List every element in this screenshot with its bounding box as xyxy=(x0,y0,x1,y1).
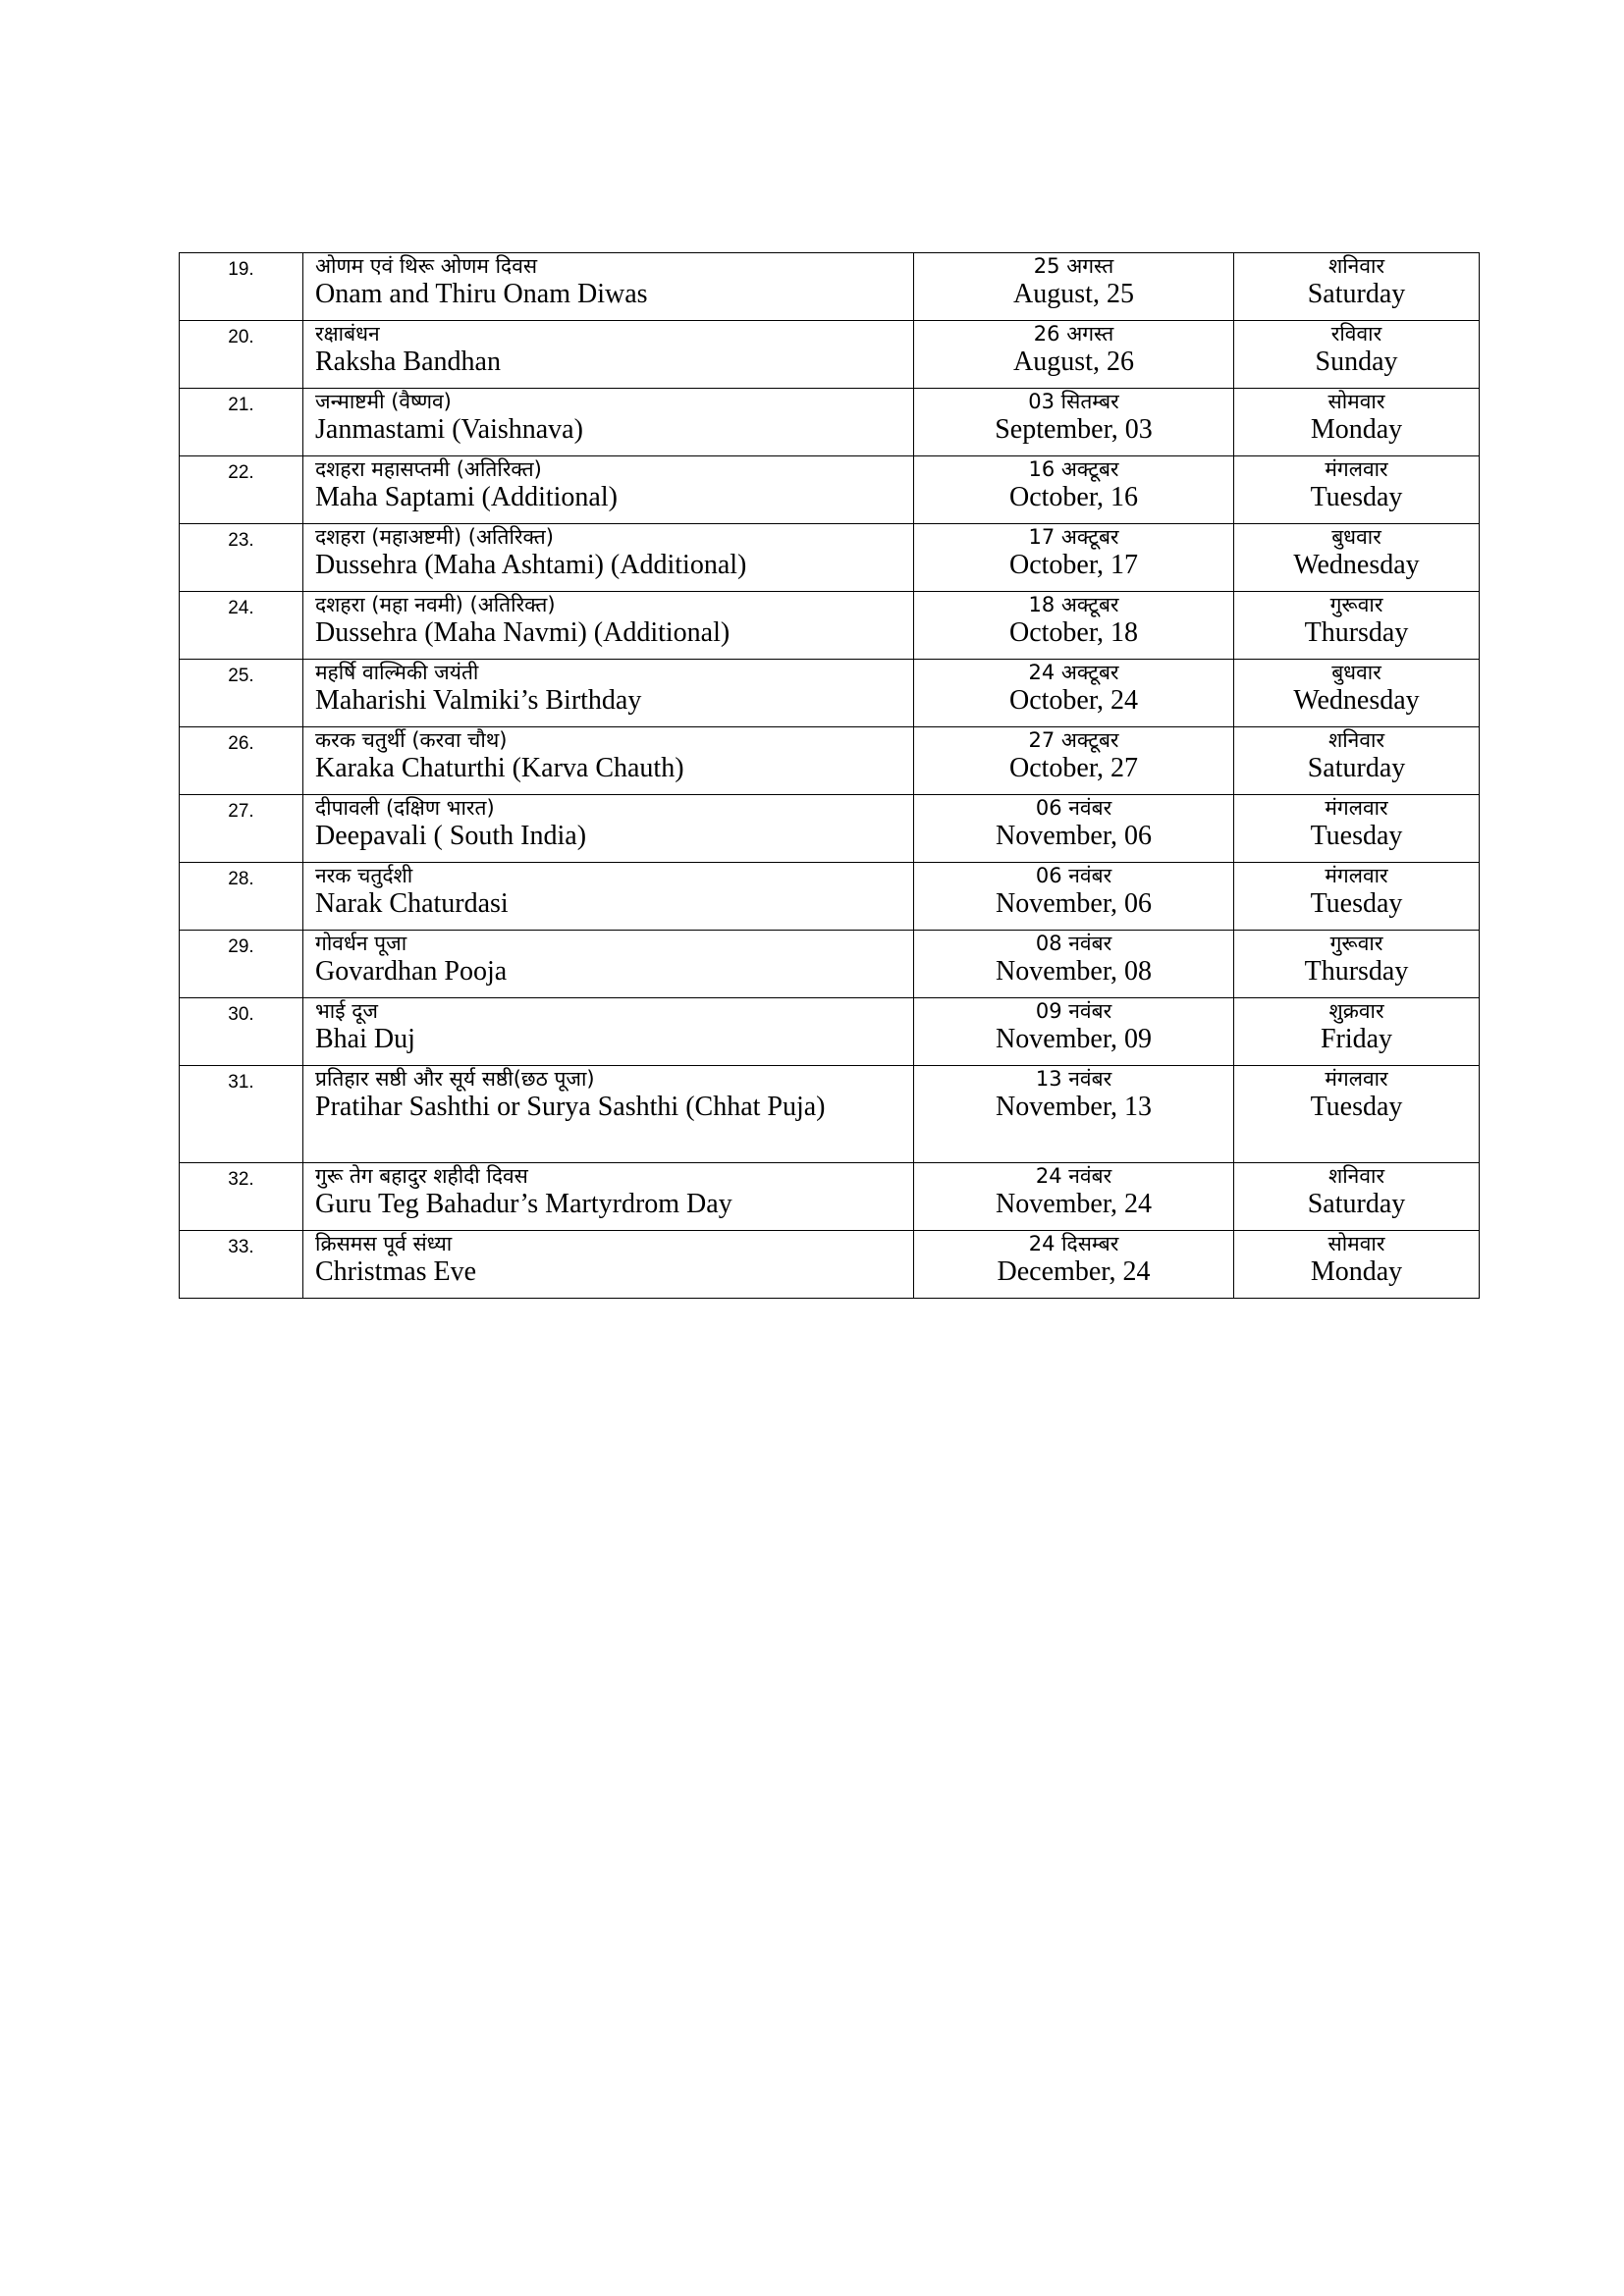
day-hindi: शनिवार xyxy=(1327,1164,1385,1188)
serial-number: 19. xyxy=(180,253,303,321)
date-cell xyxy=(914,592,1234,660)
table-row xyxy=(180,931,1480,998)
holiday-name-hindi: नरक चतुर्दशी xyxy=(315,864,413,887)
day-cell xyxy=(1234,456,1480,524)
date-hindi: 06 नवंबर xyxy=(1035,864,1112,887)
day-cell xyxy=(1234,1231,1480,1299)
day-hindi: सोमवार xyxy=(1327,390,1385,413)
day-hindi: बुधवार xyxy=(1331,525,1381,549)
date-hindi: 24 दिसम्बर xyxy=(1028,1232,1119,1255)
holiday-name-english: Karaka Chaturthi (Karva Chauth) xyxy=(315,753,684,783)
holiday-name-hindi: ओणम एवं थिरू ओणम दिवस xyxy=(315,254,538,278)
holiday-name-english: Maharishi Valmiki’s Birthday xyxy=(315,685,642,716)
date-hindi: 09 नवंबर xyxy=(1035,999,1112,1023)
table-row xyxy=(180,253,1480,321)
holiday-name-english: Bhai Duj xyxy=(315,1024,415,1054)
holiday-name-hindi: भाई दूज xyxy=(315,999,378,1023)
day-english: Sunday xyxy=(1315,347,1398,377)
holiday-name-hindi: गुरू तेग बहादुर शहीदी दिवस xyxy=(315,1164,528,1188)
holiday-name-hindi: दशहरा (महाअष्टमी) (अतिरिक्त) xyxy=(315,525,554,549)
day-english: Tuesday xyxy=(1310,821,1403,851)
day-english: Friday xyxy=(1320,1024,1393,1054)
holiday-name-english: Dussehra (Maha Ashtami) (Additional) xyxy=(315,550,747,580)
day-english: Thursday xyxy=(1304,617,1409,648)
table-row xyxy=(180,524,1480,592)
date-cell xyxy=(914,1163,1234,1231)
holiday-name-hindi: रक्षाबंधन xyxy=(315,322,380,346)
date-hindi: 24 अक्टूबर xyxy=(1028,661,1119,684)
date-hindi: 25 अगस्त xyxy=(1033,254,1114,278)
date-hindi: 13 नवंबर xyxy=(1035,1067,1112,1091)
holiday-name-english: Narak Chaturdasi xyxy=(315,888,509,919)
date-english: November, 24 xyxy=(995,1189,1153,1219)
table-row xyxy=(180,1066,1480,1163)
date-hindi: 18 अक्टूबर xyxy=(1028,593,1119,616)
date-cell xyxy=(914,456,1234,524)
serial-number: 21. xyxy=(180,389,303,456)
day-hindi: शनिवार xyxy=(1327,728,1385,752)
table-row xyxy=(180,321,1480,389)
table-row xyxy=(180,727,1480,795)
holiday-name-english: Guru Teg Bahadur’s Martyrdrom Day xyxy=(315,1189,732,1219)
holiday-name-english: Onam and Thiru Onam Diwas xyxy=(315,279,648,309)
date-english: October, 16 xyxy=(1008,482,1139,512)
date-english: November, 09 xyxy=(995,1024,1153,1054)
day-english: Tuesday xyxy=(1310,888,1403,919)
holiday-name-cell xyxy=(303,863,914,931)
holiday-name-cell xyxy=(303,660,914,727)
holiday-name-cell xyxy=(303,456,914,524)
holiday-name-english: Raksha Bandhan xyxy=(315,347,501,377)
date-english: December, 24 xyxy=(997,1256,1151,1287)
date-cell xyxy=(914,524,1234,592)
day-cell xyxy=(1234,1163,1480,1231)
date-cell xyxy=(914,1066,1234,1163)
serial-number: 32. xyxy=(180,1163,303,1231)
holiday-name-cell xyxy=(303,998,914,1066)
holiday-name-english: Pratihar Sashthi or Surya Sashthi (Chhat Puja) xyxy=(315,1092,826,1122)
date-english: October, 27 xyxy=(1008,753,1139,783)
date-english: October, 18 xyxy=(1008,617,1139,648)
date-hindi: 08 नवंबर xyxy=(1035,932,1112,955)
day-hindi: शनिवार xyxy=(1327,254,1385,278)
table-row xyxy=(180,1163,1480,1231)
date-hindi: 27 अक्टूबर xyxy=(1028,728,1119,752)
table-row xyxy=(180,660,1480,727)
date-english: November, 06 xyxy=(995,821,1153,851)
holiday-name-cell xyxy=(303,931,914,998)
serial-number: 27. xyxy=(180,795,303,863)
serial-number: 20. xyxy=(180,321,303,389)
day-hindi: मंगलवार xyxy=(1325,796,1388,820)
date-cell xyxy=(914,998,1234,1066)
table-row xyxy=(180,1231,1480,1299)
holiday-name-cell xyxy=(303,253,914,321)
table-row xyxy=(180,998,1480,1066)
day-cell xyxy=(1234,321,1480,389)
day-cell xyxy=(1234,592,1480,660)
date-cell xyxy=(914,660,1234,727)
holiday-name-cell xyxy=(303,524,914,592)
serial-number: 28. xyxy=(180,863,303,931)
day-hindi: गुरूवार xyxy=(1329,593,1383,616)
day-cell xyxy=(1234,660,1480,727)
serial-number: 22. xyxy=(180,456,303,524)
holiday-name-cell xyxy=(303,727,914,795)
holiday-name-hindi: क्रिसमस पूर्व संध्या xyxy=(315,1232,453,1255)
serial-number: 31. xyxy=(180,1066,303,1163)
holiday-name-cell xyxy=(303,1066,914,1163)
date-english: November, 13 xyxy=(995,1092,1153,1122)
date-cell xyxy=(914,931,1234,998)
holiday-name-hindi: गोवर्धन पूजा xyxy=(315,932,407,955)
date-english: August, 26 xyxy=(1013,347,1134,377)
date-cell xyxy=(914,253,1234,321)
day-english: Saturday xyxy=(1307,1189,1406,1219)
table-row xyxy=(180,863,1480,931)
holiday-name-cell xyxy=(303,592,914,660)
day-english: Thursday xyxy=(1304,956,1409,987)
holiday-name-hindi: दीपावली (दक्षिण भारत) xyxy=(315,796,495,820)
day-english: Saturday xyxy=(1307,753,1406,783)
day-hindi: मंगलवार xyxy=(1325,457,1388,481)
day-cell xyxy=(1234,727,1480,795)
table-row xyxy=(180,795,1480,863)
date-english: September, 03 xyxy=(995,414,1153,445)
date-hindi: 16 अक्टूबर xyxy=(1028,457,1119,481)
holiday-name-english: Janmastami (Vaishnava) xyxy=(315,414,583,445)
day-english: Tuesday xyxy=(1310,1092,1403,1122)
day-cell xyxy=(1234,253,1480,321)
holiday-name-cell xyxy=(303,795,914,863)
date-cell xyxy=(914,795,1234,863)
day-english: Saturday xyxy=(1307,279,1406,309)
day-cell xyxy=(1234,863,1480,931)
holiday-name-cell xyxy=(303,1231,914,1299)
day-english: Wednesday xyxy=(1293,550,1420,580)
day-english: Wednesday xyxy=(1293,685,1420,716)
day-cell xyxy=(1234,1066,1480,1163)
holiday-name-hindi: करक चतुर्थी (करवा चौथ) xyxy=(315,728,508,752)
day-hindi: मंगलवार xyxy=(1325,864,1388,887)
date-hindi: 24 नवंबर xyxy=(1035,1164,1112,1188)
day-english: Tuesday xyxy=(1310,482,1403,512)
date-hindi: 06 नवंबर xyxy=(1035,796,1112,820)
day-cell xyxy=(1234,998,1480,1066)
day-hindi: बुधवार xyxy=(1331,661,1381,684)
day-english: Monday xyxy=(1310,414,1403,445)
holiday-table xyxy=(179,252,1480,1299)
holiday-name-hindi: प्रतिहार सष्ठी और सूर्य सष्ठी(छठ पूजा) xyxy=(315,1067,595,1091)
date-hindi: 03 सितम्बर xyxy=(1028,390,1119,413)
date-english: November, 08 xyxy=(995,956,1153,987)
day-cell xyxy=(1234,795,1480,863)
date-english: November, 06 xyxy=(995,888,1153,919)
holiday-name-hindi: दशहरा (महा नवमी) (अतिरिक्त) xyxy=(315,593,556,616)
holiday-name-english: Govardhan Pooja xyxy=(315,956,508,987)
serial-number: 25. xyxy=(180,660,303,727)
holiday-name-hindi: महर्षि वाल्मिकी जयंती xyxy=(315,661,479,684)
date-cell xyxy=(914,727,1234,795)
day-cell xyxy=(1234,931,1480,998)
holiday-name-hindi: जन्माष्टमी (वैष्णव) xyxy=(315,390,452,413)
serial-number: 23. xyxy=(180,524,303,592)
serial-number: 33. xyxy=(180,1231,303,1299)
day-cell xyxy=(1234,389,1480,456)
holiday-name-english: Deepavali ( South India) xyxy=(315,821,587,851)
day-cell xyxy=(1234,524,1480,592)
holiday-name-english: Christmas Eve xyxy=(315,1256,477,1287)
day-hindi: मंगलवार xyxy=(1325,1067,1388,1091)
holiday-name-english: Dussehra (Maha Navmi) (Additional) xyxy=(315,617,731,648)
day-hindi: रविवार xyxy=(1330,322,1382,346)
holiday-name-cell xyxy=(303,321,914,389)
day-hindi: गुरूवार xyxy=(1329,932,1383,955)
holiday-name-english: Maha Saptami (Additional) xyxy=(315,482,618,512)
table-row xyxy=(180,592,1480,660)
serial-number: 26. xyxy=(180,727,303,795)
table-row xyxy=(180,456,1480,524)
holiday-name-cell xyxy=(303,1163,914,1231)
date-english: October, 17 xyxy=(1008,550,1139,580)
serial-number: 30. xyxy=(180,998,303,1066)
date-hindi: 26 अगस्त xyxy=(1033,322,1114,346)
date-english: August, 25 xyxy=(1013,279,1134,309)
day-hindi: सोमवार xyxy=(1327,1232,1385,1255)
day-english: Monday xyxy=(1310,1256,1403,1287)
day-hindi: शुक्रवार xyxy=(1328,999,1384,1023)
date-cell xyxy=(914,389,1234,456)
date-cell xyxy=(914,1231,1234,1299)
holiday-name-cell xyxy=(303,389,914,456)
date-english: October, 24 xyxy=(1008,685,1139,716)
date-hindi: 17 अक्टूबर xyxy=(1028,525,1119,549)
table-row xyxy=(180,389,1480,456)
date-cell xyxy=(914,321,1234,389)
date-cell xyxy=(914,863,1234,931)
serial-number: 24. xyxy=(180,592,303,660)
holiday-name-hindi: दशहरा महासप्तमी (अतिरिक्त) xyxy=(315,457,542,481)
serial-number: 29. xyxy=(180,931,303,998)
